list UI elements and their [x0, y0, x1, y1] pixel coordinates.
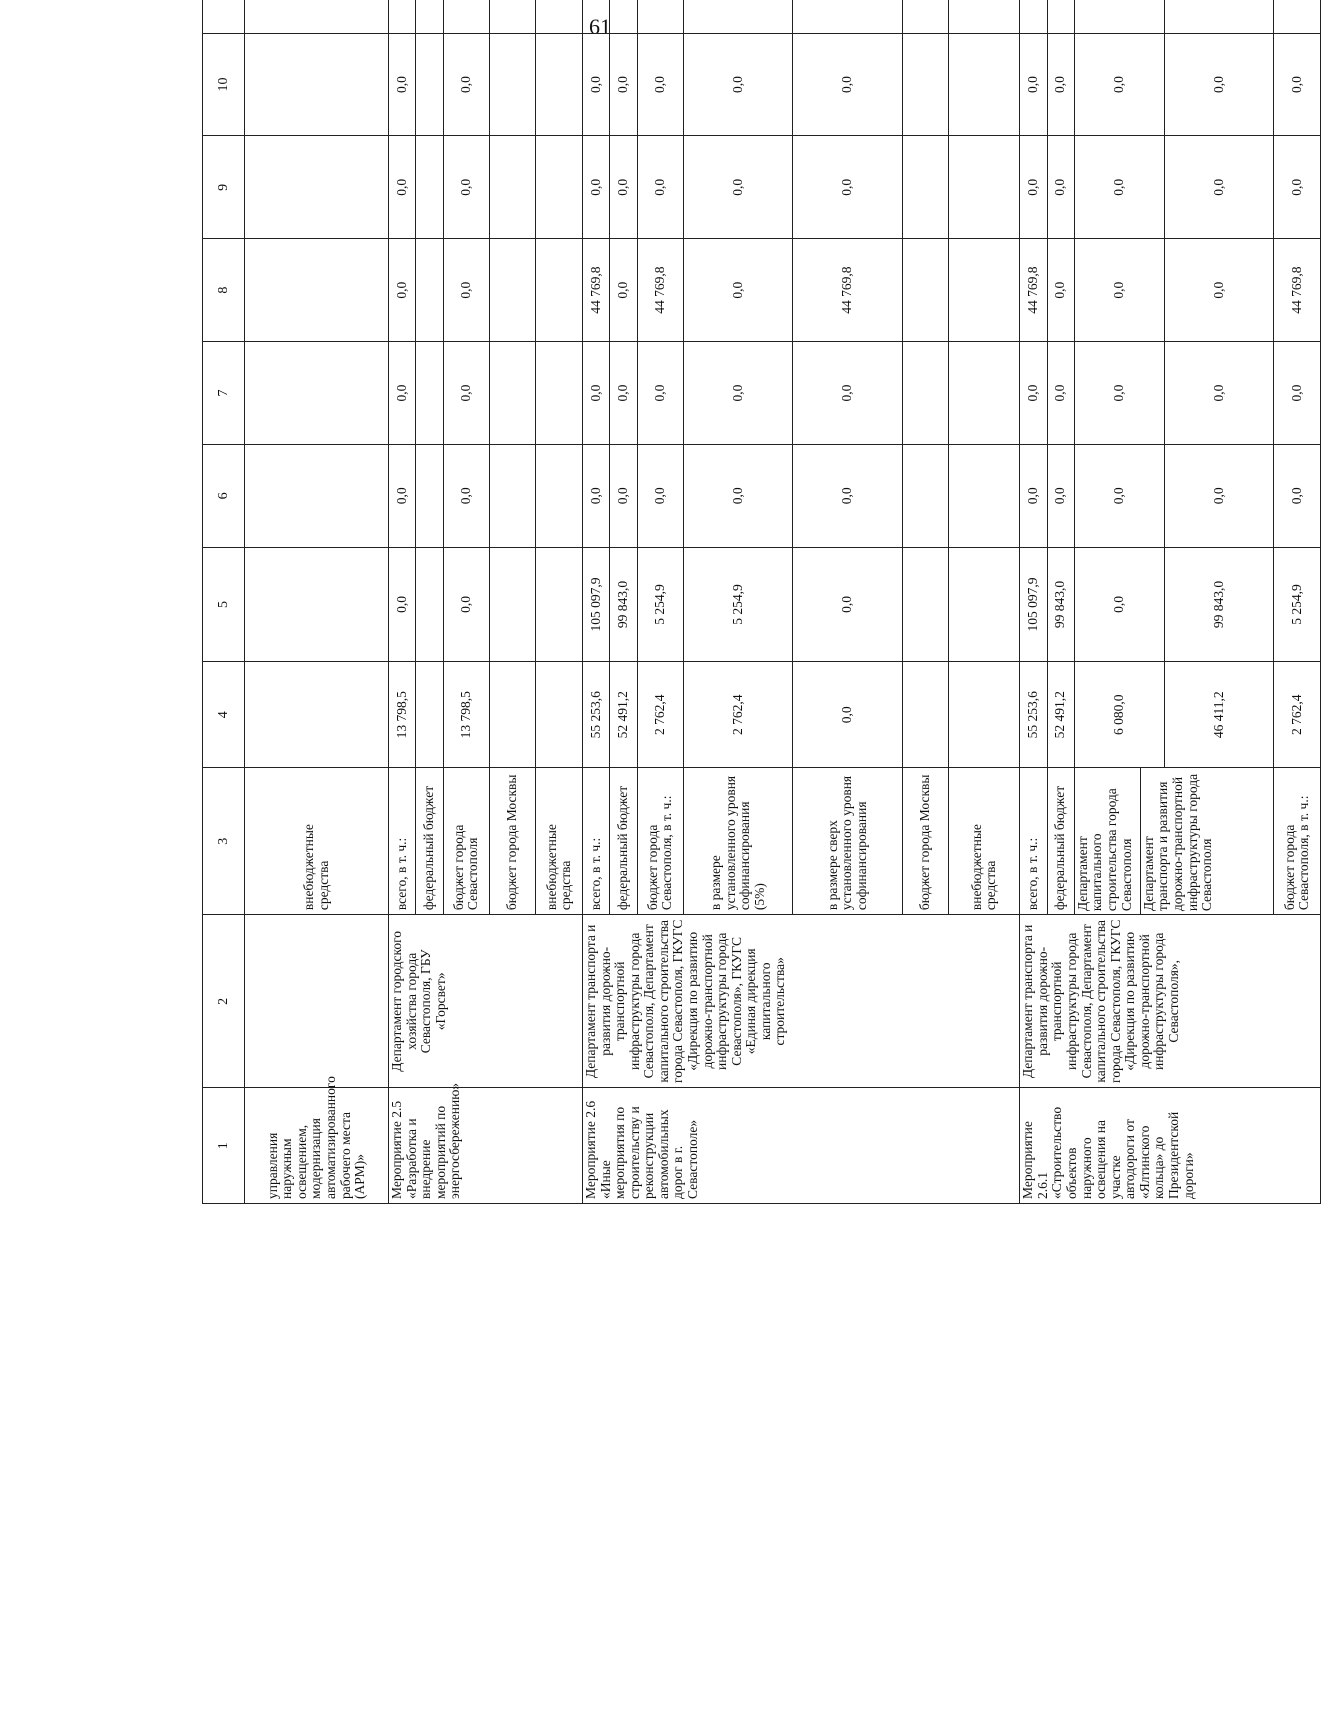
value-cell — [416, 547, 443, 661]
table-row — [245, 0, 389, 1204]
funding-source: всего, в т. ч.: — [1020, 768, 1047, 915]
funding-source: федеральный бюджет — [610, 768, 637, 915]
value-cell: 0,0 — [443, 239, 489, 342]
value-cell: 0,0 — [610, 136, 637, 239]
value-cell — [416, 33, 443, 136]
funding-source: внебюджетные средства — [536, 768, 582, 915]
value-cell: 0,0 — [388, 547, 415, 661]
value-cell: 0,0 — [1274, 136, 1321, 239]
value-cell — [1074, 0, 1164, 33]
value-cell: 55 253,6 — [1020, 662, 1047, 768]
value-cell: 0,0 — [637, 33, 683, 136]
value-cell: 44 769,8 — [637, 239, 683, 342]
value-cell: 0,0 — [684, 136, 793, 239]
column-header — [203, 0, 245, 33]
value-cell: 13 798,5 — [443, 662, 489, 768]
value-cell: 0,0 — [793, 444, 902, 547]
value-cell — [637, 0, 683, 33]
value-cell: 0,0 — [1020, 342, 1047, 445]
value-cell: 0,0 — [1074, 239, 1164, 342]
funding-source: всего, в т. ч.: — [388, 768, 415, 915]
executor-cell: Департамент транспорта и развития дорожно-транспортной инфраструктуры города Севастополя, Департамент капитального строительства города Севастополя, ГКУГС «Дирекция по развитию дорожно-транспортной инфраструктуры города Севастополя», — [1020, 915, 1321, 1088]
table-row — [388, 0, 415, 1204]
value-cell — [490, 33, 536, 136]
value-cell: 0,0 — [610, 239, 637, 342]
funding-source-line: Департамент капитального строительства города Севастополя — [1075, 768, 1141, 914]
value-cell — [902, 547, 948, 661]
value-cell: 0,0 — [1047, 239, 1074, 342]
value-cell: 0,0 — [443, 547, 489, 661]
value-cell: 0,0 — [443, 33, 489, 136]
column-header: 7 — [203, 342, 245, 445]
value-cell: 0,0 — [684, 33, 793, 136]
measure-name: Мероприятие 2.6 «Иные мероприятия по строительству и реконструкции автомобильных дорог в г. Севастополе» — [582, 1088, 1019, 1204]
value-cell — [949, 662, 1020, 768]
column-header: 9 — [203, 136, 245, 239]
column-header: 4 — [203, 662, 245, 768]
value-cell: 0,0 — [1047, 444, 1074, 547]
budget-table — [202, 0, 1321, 1204]
value-cell: 0,0 — [443, 444, 489, 547]
value-cell — [582, 0, 609, 33]
value-cell — [536, 239, 582, 342]
value-cell — [536, 444, 582, 547]
value-cell: 2 762,4 — [684, 662, 793, 768]
value-cell — [416, 342, 443, 445]
value-cell — [536, 342, 582, 445]
value-cell: 0,0 — [610, 444, 637, 547]
value-cell: 0,0 — [388, 33, 415, 136]
value-cell: 6 080,0 — [1074, 662, 1164, 768]
value-cell — [684, 0, 793, 33]
value-cell: 0,0 — [582, 444, 609, 547]
value-cell: 0,0 — [1020, 136, 1047, 239]
value-cell: 44 769,8 — [1020, 239, 1047, 342]
value-cell — [490, 662, 536, 768]
column-header: 2 — [203, 915, 245, 1088]
measure-name: Мероприятие 2.5 «Разработка и внедрение мероприятий по энергосбережению» — [388, 1088, 582, 1204]
value-cell: 0,0 — [1074, 444, 1164, 547]
value-cell: 0,0 — [1047, 342, 1074, 445]
table-row — [582, 0, 609, 1204]
value-cell — [490, 444, 536, 547]
value-cell — [416, 662, 443, 768]
table-row — [1020, 0, 1047, 1204]
value-cell: 0,0 — [1165, 342, 1274, 445]
value-cell: 0,0 — [1165, 444, 1274, 547]
rotated-table-wrapper — [202, 76, 1321, 1565]
value-cell — [245, 239, 389, 342]
value-cell — [1020, 0, 1047, 33]
funding-source: бюджет города Москвы — [490, 768, 536, 915]
value-cell: 0,0 — [610, 342, 637, 445]
value-cell — [902, 239, 948, 342]
column-number-row — [203, 0, 245, 1204]
value-cell: 0,0 — [1020, 33, 1047, 136]
value-cell: 0,0 — [684, 342, 793, 445]
value-cell: 105 097,9 — [582, 547, 609, 661]
value-cell: 0,0 — [1047, 136, 1074, 239]
funding-source: в размере сверх установленного уровня софинансирования — [793, 768, 902, 915]
executor-cell: Департамент транспорта и развития дорожно-транспортной инфраструктуры города Севастополя, Департамент капитального строительства города Севастополя, ГКУГС «Дирекция по развитию дорожно-транспортной инфраструктуры города Севастополя», ГКУГС «Единая дирекция капитального строительства» — [582, 915, 1019, 1088]
value-cell: 0,0 — [793, 662, 902, 768]
value-cell: 0,0 — [637, 444, 683, 547]
column-header: 6 — [203, 444, 245, 547]
value-cell — [902, 444, 948, 547]
value-cell — [490, 239, 536, 342]
value-cell — [902, 33, 948, 136]
value-cell: 0,0 — [1165, 239, 1274, 342]
value-cell: 52 491,2 — [610, 662, 637, 768]
value-cell — [949, 547, 1020, 661]
value-cell — [793, 0, 902, 33]
value-cell — [536, 33, 582, 136]
value-cell: 0,0 — [388, 239, 415, 342]
value-cell: 55 253,6 — [582, 662, 609, 768]
funding-source: федеральный бюджет — [416, 768, 443, 915]
value-cell — [1047, 0, 1074, 33]
value-cell — [536, 547, 582, 661]
value-cell — [490, 0, 536, 33]
value-cell: 52 491,2 — [1047, 662, 1074, 768]
value-cell: 99 843,0 — [1165, 547, 1274, 661]
value-cell: 0,0 — [610, 33, 637, 136]
value-cell: 46 411,2 — [1165, 662, 1274, 768]
value-cell: 0,0 — [582, 342, 609, 445]
value-cell: 0,0 — [1074, 33, 1164, 136]
value-cell: 105 097,9 — [1020, 547, 1047, 661]
value-cell: 0,0 — [637, 342, 683, 445]
funding-source-line: Департамент транспорта и развития дорожно-транспортной инфраструктуры города Севастополя — [1140, 773, 1215, 912]
value-cell: 0,0 — [684, 444, 793, 547]
value-cell: 0,0 — [1274, 444, 1321, 547]
value-cell — [949, 33, 1020, 136]
value-cell — [245, 662, 389, 768]
value-cell — [245, 136, 389, 239]
value-cell — [388, 0, 415, 33]
value-cell: 0,0 — [684, 239, 793, 342]
value-cell: 0,0 — [1274, 33, 1321, 136]
column-header: 5 — [203, 547, 245, 661]
value-cell: 2 762,4 — [637, 662, 683, 768]
page-number: 61 — [589, 14, 611, 39]
value-cell — [443, 0, 489, 33]
value-cell — [490, 547, 536, 661]
funding-source: федеральный бюджет — [1047, 768, 1074, 915]
funding-source: бюджет города Москвы — [902, 768, 948, 915]
value-cell — [536, 662, 582, 768]
value-cell: 0,0 — [582, 136, 609, 239]
value-cell — [536, 136, 582, 239]
value-cell: 0,0 — [388, 136, 415, 239]
value-cell: 0,0 — [1020, 444, 1047, 547]
funding-source-split — [1074, 768, 1274, 915]
value-cell — [490, 136, 536, 239]
value-cell: 0,0 — [1165, 33, 1274, 136]
value-cell — [245, 547, 389, 661]
value-cell: 0,0 — [1165, 136, 1274, 239]
funding-source: бюджет города Севастополя — [443, 768, 489, 915]
value-cell — [902, 136, 948, 239]
value-cell — [610, 0, 637, 33]
value-cell: 0,0 — [582, 33, 609, 136]
value-cell: 44 769,8 — [582, 239, 609, 342]
value-cell: 0,0 — [1074, 547, 1164, 661]
column-header: 1 — [203, 1088, 245, 1204]
value-cell — [949, 136, 1020, 239]
value-cell: 5 254,9 — [1274, 547, 1321, 661]
value-cell: 0,0 — [637, 136, 683, 239]
value-cell: 2 762,4 — [1274, 662, 1321, 768]
value-cell: 99 843,0 — [610, 547, 637, 661]
value-cell: 0,0 — [793, 136, 902, 239]
funding-source: внебюджетные средства — [949, 768, 1020, 915]
value-cell: 0,0 — [1074, 342, 1164, 445]
value-cell — [245, 0, 389, 33]
value-cell: 5 254,9 — [684, 547, 793, 661]
value-cell: 0,0 — [1074, 136, 1164, 239]
value-cell — [1165, 0, 1274, 33]
rotated-table-frame — [202, 0, 1321, 1204]
column-header: 8 — [203, 239, 245, 342]
value-cell: 0,0 — [388, 444, 415, 547]
executor-cell — [245, 915, 389, 1088]
measure-name: Мероприятие 2.6.1 «Строительство объектов наружного освещения на участке автодороги от «Ялтинского кольца» до Президентской дороги» — [1020, 1088, 1321, 1204]
value-cell — [245, 342, 389, 445]
value-cell — [949, 342, 1020, 445]
value-cell: 0,0 — [443, 342, 489, 445]
value-cell — [949, 444, 1020, 547]
value-cell: 0,0 — [1274, 342, 1321, 445]
value-cell — [490, 342, 536, 445]
measure-name: управления наружным освещением, модернизация автоматизированного рабочего места (АРМ)» — [245, 1088, 389, 1204]
value-cell: 0,0 — [793, 547, 902, 661]
executor-cell: Департамент городского хозяйства города Севастополя, ГБУ «Горсвет» — [388, 915, 582, 1088]
value-cell — [949, 239, 1020, 342]
funding-source: внебюджетные средства — [245, 768, 389, 915]
value-cell — [902, 662, 948, 768]
value-cell: 0,0 — [793, 342, 902, 445]
value-cell — [949, 0, 1020, 33]
value-cell: 0,0 — [443, 136, 489, 239]
value-cell — [245, 444, 389, 547]
funding-source: бюджет города Севастополя, в т. ч.: — [1274, 768, 1321, 915]
value-cell: 0,0 — [793, 33, 902, 136]
value-cell: 0,0 — [388, 342, 415, 445]
value-cell: 44 769,8 — [793, 239, 902, 342]
funding-source: бюджет города Севастополя, в т. ч.: — [637, 768, 683, 915]
value-cell — [902, 342, 948, 445]
column-header: 10 — [203, 33, 245, 136]
value-cell: 99 843,0 — [1047, 547, 1074, 661]
column-header: 3 — [203, 768, 245, 915]
value-cell — [245, 33, 389, 136]
value-cell — [416, 239, 443, 342]
value-cell: 13 798,5 — [388, 662, 415, 768]
value-cell — [416, 136, 443, 239]
value-cell — [1274, 0, 1321, 33]
value-cell — [902, 0, 948, 33]
value-cell — [416, 444, 443, 547]
value-cell — [536, 0, 582, 33]
funding-source: в размере установленного уровня софинансирования (5%) — [684, 768, 793, 915]
value-cell: 5 254,9 — [637, 547, 683, 661]
funding-source: всего, в т. ч.: — [582, 768, 609, 915]
value-cell — [416, 0, 443, 33]
value-cell: 0,0 — [1047, 33, 1074, 136]
value-cell: 44 769,8 — [1274, 239, 1321, 342]
